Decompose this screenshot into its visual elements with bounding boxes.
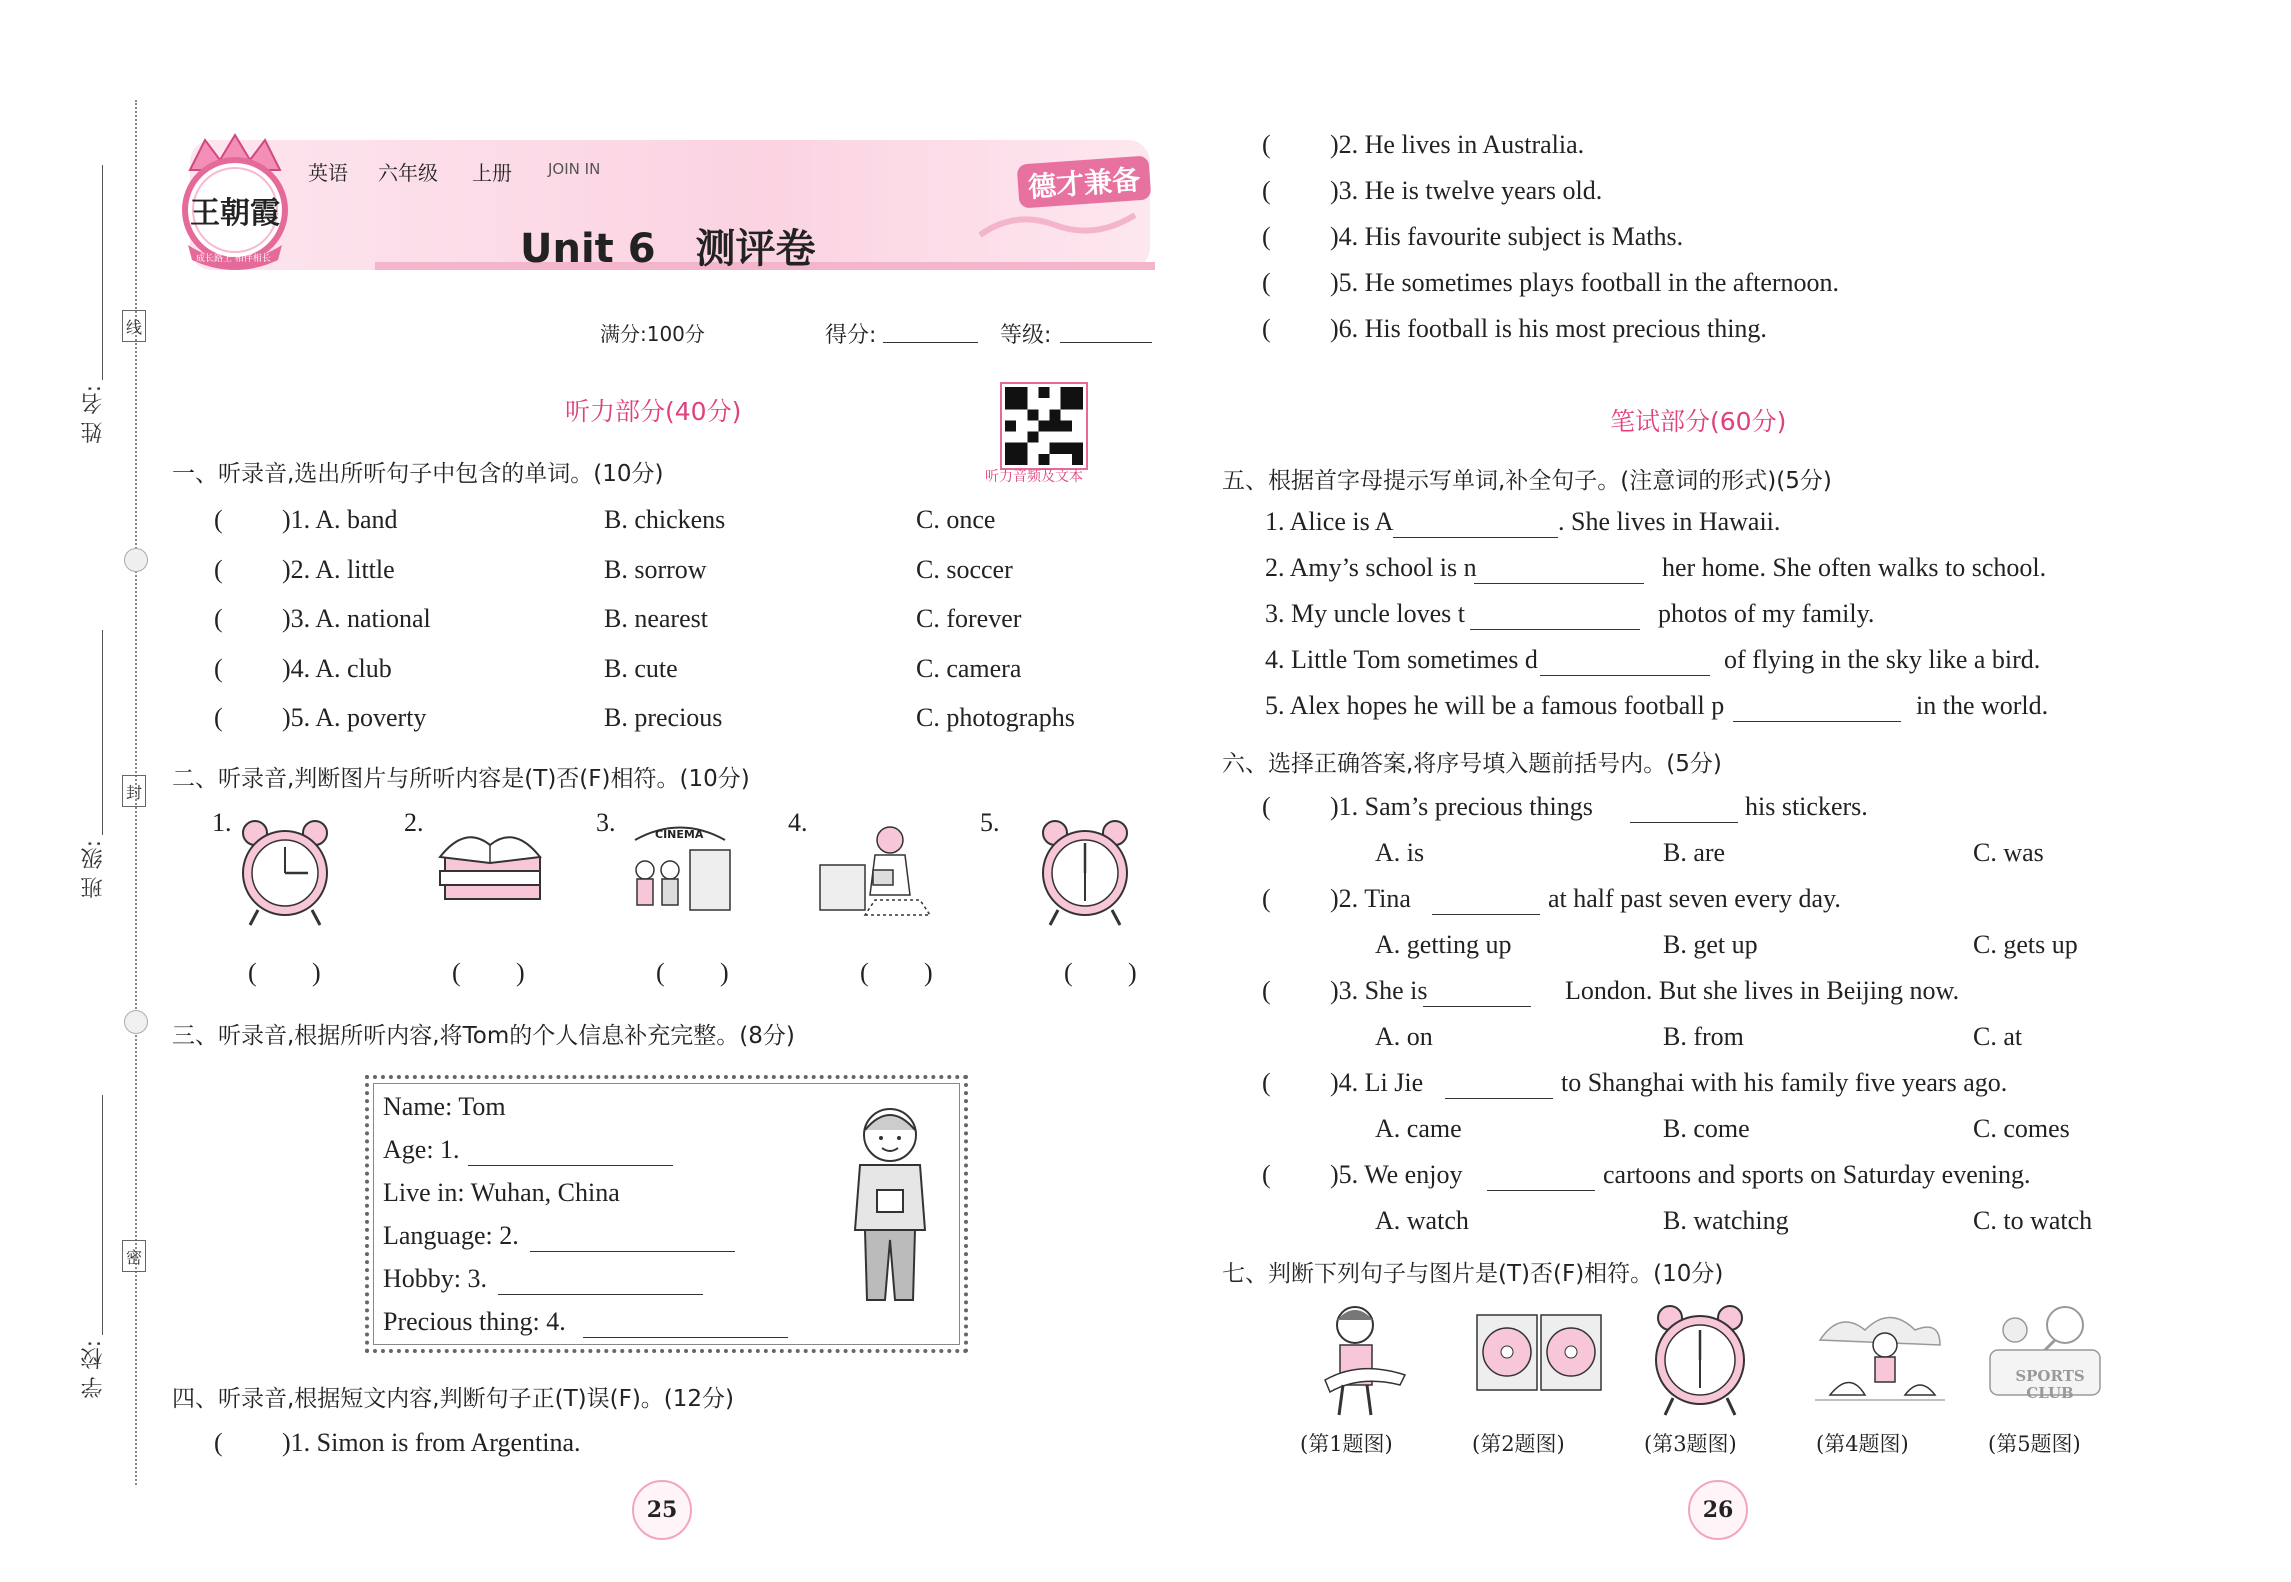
- s5-answer-blank[interactable]: [1393, 537, 1558, 538]
- s6-option-c: C. to watch: [1973, 1206, 2093, 1235]
- s7-caption: (第4题图): [1816, 1432, 1909, 1456]
- s1-title: 一、听录音,选出所听句子中包含的单词。(10分): [172, 461, 664, 487]
- s6-question-end: London. But she lives in Beijing now.: [1565, 976, 1960, 1005]
- s3-answer-blank[interactable]: [468, 1165, 673, 1166]
- s1-option-b: B. sorrow: [604, 554, 707, 584]
- s3-line: Precious thing: 4.: [383, 1307, 566, 1336]
- s6-option-b: B. are: [1663, 838, 1726, 867]
- s7-picture: [1475, 1300, 1605, 1420]
- s6-option-a: A. on: [1375, 1022, 1433, 1051]
- listening-title: 听力部分(40分): [565, 397, 742, 426]
- s1-answer-paren[interactable]: (: [214, 703, 223, 732]
- s6-question-end: his stickers.: [1745, 792, 1868, 821]
- s3-line: Name: Tom: [383, 1092, 506, 1121]
- s2-answer-paren-open[interactable]: (: [248, 958, 257, 987]
- s6-answer-paren[interactable]: (: [1262, 792, 1271, 821]
- s1-option-a: )1. A. band: [282, 505, 398, 534]
- s5-sentence-end: . She lives in Hawaii.: [1558, 507, 1781, 536]
- s6-question-start: )2. Tina: [1330, 884, 1411, 913]
- brand-name: 王朝霞: [190, 196, 280, 231]
- s1-answer-paren[interactable]: (: [214, 554, 223, 584]
- grade-label: 等级:: [1000, 323, 1052, 348]
- s7-caption: (第5题图): [1988, 1432, 2081, 1456]
- s6-option-a: A. came: [1375, 1114, 1462, 1143]
- s4-answer-paren[interactable]: (: [214, 1428, 223, 1457]
- s5-sentence-start: 4. Little Tom sometimes d: [1265, 645, 1538, 674]
- s6-option-c: C. at: [1973, 1022, 2023, 1051]
- s7-picture: [1985, 1300, 2115, 1420]
- s2-picture: [1030, 815, 1150, 930]
- s6-question-start: )1. Sam’s precious things: [1330, 792, 1593, 821]
- grade-field[interactable]: [1060, 342, 1152, 343]
- s4-statement: )6. His football is his most precious thing.: [1330, 314, 1767, 343]
- s6-option-b: B. get up: [1663, 930, 1758, 959]
- s6-option-a: A. is: [1375, 838, 1425, 867]
- s2-title: 二、听录音,判断图片与所听内容是(T)否(F)相符。(10分): [172, 766, 750, 792]
- page-number-left: 25: [632, 1480, 692, 1540]
- brand-logo: [170, 130, 300, 280]
- s4-answer-paren[interactable]: (: [1262, 130, 1271, 159]
- s5-sentence-start: 1. Alice is A: [1265, 507, 1394, 536]
- s1-option-b: B. chickens: [604, 505, 726, 534]
- s6-blank: [1445, 1098, 1553, 1099]
- s4-answer-paren[interactable]: (: [1262, 176, 1271, 205]
- s6-answer-paren[interactable]: (: [1262, 976, 1271, 1005]
- s1-answer-paren[interactable]: (: [214, 653, 223, 683]
- s6-blank: [1487, 1190, 1595, 1191]
- s2-answer-paren-open[interactable]: (: [656, 958, 665, 987]
- s3-line: Language: 2.: [383, 1221, 519, 1250]
- s5-sentence-end: photos of my family.: [1658, 599, 1875, 628]
- s2-number: 3.: [596, 808, 616, 837]
- s1-answer-paren[interactable]: (: [214, 604, 223, 633]
- s2-answer-paren-close: ): [924, 958, 933, 987]
- page-number-right: 26: [1688, 1480, 1748, 1540]
- s1-option-c: C. photographs: [916, 703, 1075, 732]
- s7-caption: (第3题图): [1644, 1432, 1737, 1456]
- s2-number: 2.: [404, 808, 424, 837]
- s2-answer-paren-close: ): [312, 958, 321, 987]
- s2-answer-paren-close: ): [720, 958, 729, 987]
- score-label: 得分:: [825, 323, 877, 348]
- s3-answer-blank[interactable]: [498, 1294, 703, 1295]
- s7-picture: [1815, 1300, 1945, 1420]
- s6-option-c: C. comes: [1973, 1114, 2070, 1143]
- s1-option-a: )5. A. poverty: [282, 703, 427, 732]
- s6-option-c: C. was: [1973, 838, 2044, 867]
- s6-answer-paren[interactable]: (: [1262, 1068, 1271, 1097]
- s1-option-b: B. nearest: [604, 604, 708, 633]
- s1-option-b: B. cute: [604, 653, 678, 683]
- s3-answer-blank[interactable]: [530, 1251, 735, 1252]
- s3-line: Hobby: 3.: [383, 1264, 487, 1293]
- s6-answer-paren[interactable]: (: [1262, 884, 1271, 913]
- s2-number: 1.: [212, 808, 232, 837]
- s6-option-a: A. getting up: [1375, 930, 1512, 959]
- s3-title: 三、听录音,根据所听内容,将Tom的个人信息补充完整。(8分): [172, 1023, 795, 1049]
- brand-slogan: 成长路上 相伴相长: [196, 254, 271, 264]
- s2-number: 5.: [980, 808, 1000, 837]
- s4-title: 四、听录音,根据短文内容,判断句子正(T)误(F)。(12分): [172, 1386, 735, 1412]
- badge-cloud: [975, 205, 1140, 245]
- s5-answer-blank[interactable]: [1470, 629, 1640, 630]
- s5-sentence-start: 2. Amy’s school is n: [1265, 553, 1477, 582]
- s4-statement: )5. He sometimes plays football in the afternoon.: [1330, 268, 1840, 297]
- binding-hole-top: [124, 548, 148, 572]
- name-line: [102, 165, 103, 380]
- s3-line: Live in: Wuhan, China: [383, 1178, 620, 1207]
- s5-sentence-start: 5. Alex hopes he will be a famous football p: [1265, 691, 1725, 720]
- s5-answer-blank[interactable]: [1733, 721, 1901, 722]
- s7-sports-sign: SPORTS CLUB: [2015, 1367, 2085, 1402]
- s2-answer-paren-open[interactable]: (: [1064, 958, 1073, 987]
- s6-blank: [1432, 914, 1540, 915]
- s1-option-a: )3. A. national: [282, 604, 431, 633]
- s6-option-a: A. watch: [1375, 1206, 1469, 1235]
- s4-statement: )1. Simon is from Argentina.: [282, 1428, 581, 1457]
- s6-option-b: B. come: [1663, 1114, 1750, 1143]
- s5-sentence-start: 3. My uncle loves t: [1265, 599, 1466, 628]
- school-line: [102, 1095, 103, 1335]
- s1-option-b: B. precious: [604, 703, 723, 732]
- tag-feng: 封: [122, 775, 146, 807]
- s1-option-a: )2. A. little: [282, 554, 395, 584]
- meta-term: 上册: [472, 161, 512, 185]
- s2-number: 4.: [788, 808, 808, 837]
- s2-answer-paren-close: ): [1128, 958, 1137, 987]
- writing-title: 笔试部分(60分): [1610, 407, 1787, 436]
- s5-answer-blank[interactable]: [1474, 583, 1644, 584]
- page-title: Unit 6 测评卷: [520, 226, 816, 272]
- s2-answer-paren-open[interactable]: (: [452, 958, 461, 987]
- qr-caption: 听力音频及文本: [985, 469, 1083, 485]
- boy-figure: [835, 1100, 945, 1315]
- s1-answer-paren[interactable]: (: [214, 505, 223, 534]
- s2-picture: [430, 815, 550, 930]
- s5-sentence-end: her home. She often walks to school.: [1662, 553, 2047, 582]
- s6-question-start: )5. We enjoy: [1330, 1160, 1463, 1189]
- s1-option-c: C. once: [916, 505, 996, 534]
- school-label: 学 校:: [81, 1340, 106, 1399]
- s4-statement: )4. His favourite subject is Maths.: [1330, 222, 1684, 251]
- s6-option-b: B. from: [1663, 1022, 1744, 1051]
- s7-caption: (第1题图): [1300, 1432, 1393, 1456]
- s7-picture: [1645, 1300, 1775, 1420]
- qr-code[interactable]: [1000, 382, 1088, 470]
- s7-picture: [1305, 1300, 1435, 1420]
- s5-answer-blank[interactable]: [1540, 675, 1710, 676]
- name-label: 姓 名:: [81, 385, 106, 444]
- s6-blank: [1423, 1006, 1531, 1007]
- class-line: [102, 630, 103, 835]
- s5-title: 五、根据首字母提示写单词,补全句子。(注意词的形式)(5分): [1222, 468, 1832, 494]
- s6-option-c: C. gets up: [1973, 930, 2078, 959]
- meta-textbook: JOIN IN: [548, 160, 601, 178]
- tag-mi: 密: [122, 1240, 146, 1272]
- s6-question-start: )4. Li Jie: [1330, 1068, 1424, 1097]
- s6-option-b: B. watching: [1663, 1206, 1789, 1235]
- class-label: 班 级:: [81, 840, 106, 899]
- tag-xian: 线: [122, 310, 146, 342]
- s6-question-end: cartoons and sports on Saturday evening.: [1603, 1160, 2031, 1189]
- full-score: 满分:100分: [600, 322, 705, 346]
- s2-answer-paren-close: ): [516, 958, 525, 987]
- s4-answer-paren[interactable]: (: [1262, 222, 1271, 251]
- s6-question-start: )3. She is: [1330, 976, 1428, 1005]
- binding-hole-bottom: [124, 1010, 148, 1034]
- s6-answer-paren[interactable]: (: [1262, 1160, 1271, 1189]
- s1-option-c: C. camera: [916, 653, 1022, 683]
- s6-question-end: to Shanghai with his family five years ago.: [1561, 1068, 2008, 1097]
- s1-option-c: C. forever: [916, 604, 1022, 633]
- meta-grade: 六年级: [378, 161, 438, 185]
- s3-answer-blank[interactable]: [583, 1337, 788, 1338]
- s1-option-a: )4. A. club: [282, 653, 392, 683]
- s4-statement: )3. He is twelve years old.: [1330, 176, 1603, 205]
- s7-caption: (第2题图): [1472, 1432, 1565, 1456]
- s2-picture: [230, 815, 350, 930]
- s2-picture: [815, 815, 935, 930]
- s5-sentence-end: of flying in the sky like a bird.: [1724, 645, 2041, 674]
- s5-sentence-end: in the world.: [1916, 691, 2049, 720]
- s6-blank: [1630, 822, 1738, 823]
- s6-question-end: at half past seven every day.: [1548, 884, 1841, 913]
- s2-answer-paren-open[interactable]: (: [860, 958, 869, 987]
- badge: 德才兼备: [1017, 155, 1152, 208]
- score-field[interactable]: [883, 342, 978, 343]
- s4-statement: )2. He lives in Australia.: [1330, 130, 1585, 159]
- s2-cinema-sign: CINEMA: [655, 828, 704, 841]
- s3-line: Age: 1.: [383, 1135, 460, 1164]
- s4-answer-paren[interactable]: (: [1262, 268, 1271, 297]
- s7-title: 七、判断下列句子与图片是(T)否(F)相符。(10分): [1222, 1261, 1724, 1287]
- s4-answer-paren[interactable]: (: [1262, 314, 1271, 343]
- s1-option-c: C. soccer: [916, 554, 1013, 584]
- meta-subject: 英语: [308, 161, 348, 185]
- s6-title: 六、选择正确答案,将序号填入题前括号内。(5分): [1222, 751, 1722, 777]
